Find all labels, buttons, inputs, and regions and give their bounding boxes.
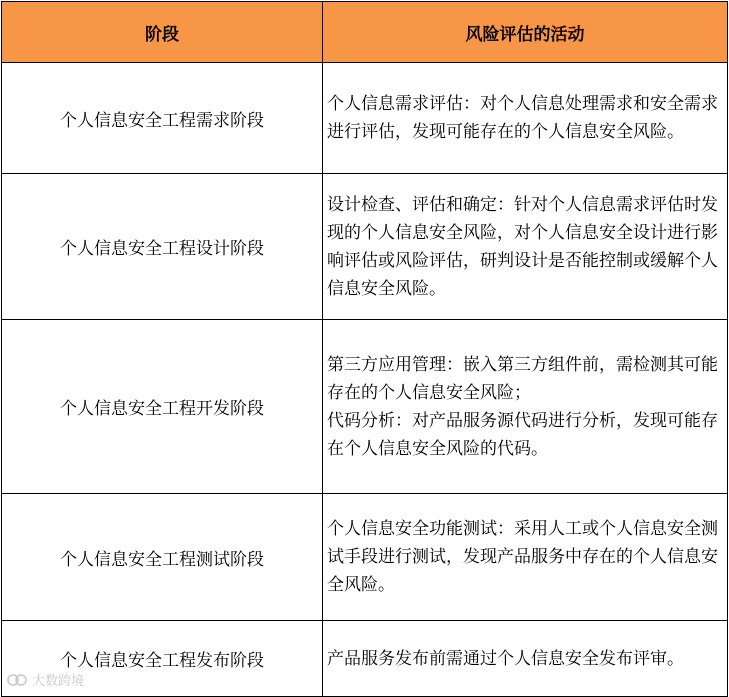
activity-cell [323, 174, 728, 320]
stage-cell: 个人信息安全工程测试阶段 [2, 494, 323, 621]
table-row [2, 494, 728, 621]
table-row [2, 320, 728, 494]
table-row [2, 621, 728, 697]
header-stage: 阶段 [2, 2, 323, 63]
table-row [2, 63, 728, 174]
stage-cell: 个人信息安全工程发布阶段 [2, 621, 323, 697]
activity-text: 第三方应用管理：嵌入第三方组件前，需检测其可能存在的个人信息安全风险； [327, 354, 718, 403]
stage-cell: 个人信息安全工程需求阶段 [2, 63, 323, 174]
activity-text: 代码分析：对产品服务源代码进行分析，发现可能存在个人信息安全风险的代码。 [327, 410, 718, 459]
table-row [2, 174, 728, 320]
activity-text: 设计检查、评估和确定：针对个人信息需求评估时发现的个人信息安全风险，对个人信息安全设计进行影响评估或风险评估，研判设计是否能控制或缓解个人信息安全风险。 [327, 194, 718, 299]
risk-assessment-table [1, 1, 728, 697]
activity-cell [323, 63, 728, 174]
header-activity: 风险评估的活动 [323, 2, 728, 63]
activity-cell [323, 494, 728, 621]
stage-cell: 个人信息安全工程设计阶段 [2, 174, 323, 320]
activity-text: 产品服务发布前需通过个人信息安全发布评审。 [327, 648, 684, 669]
stage-cell: 个人信息安全工程开发阶段 [2, 320, 323, 494]
table-header-row [2, 2, 728, 63]
activity-text: 个人信息需求评估：对个人信息处理需求和安全需求进行评估，发现可能存在的个人信息安全风险。 [327, 94, 718, 142]
activity-text: 个人信息安全功能测试：采用人工或个人信息安全测试手段进行测试，发现产品服务中存在的个人信息安全风险。 [327, 519, 718, 595]
activity-cell [323, 621, 728, 697]
activity-cell [323, 320, 728, 494]
watermark-text: 大数跨境 [32, 674, 85, 689]
